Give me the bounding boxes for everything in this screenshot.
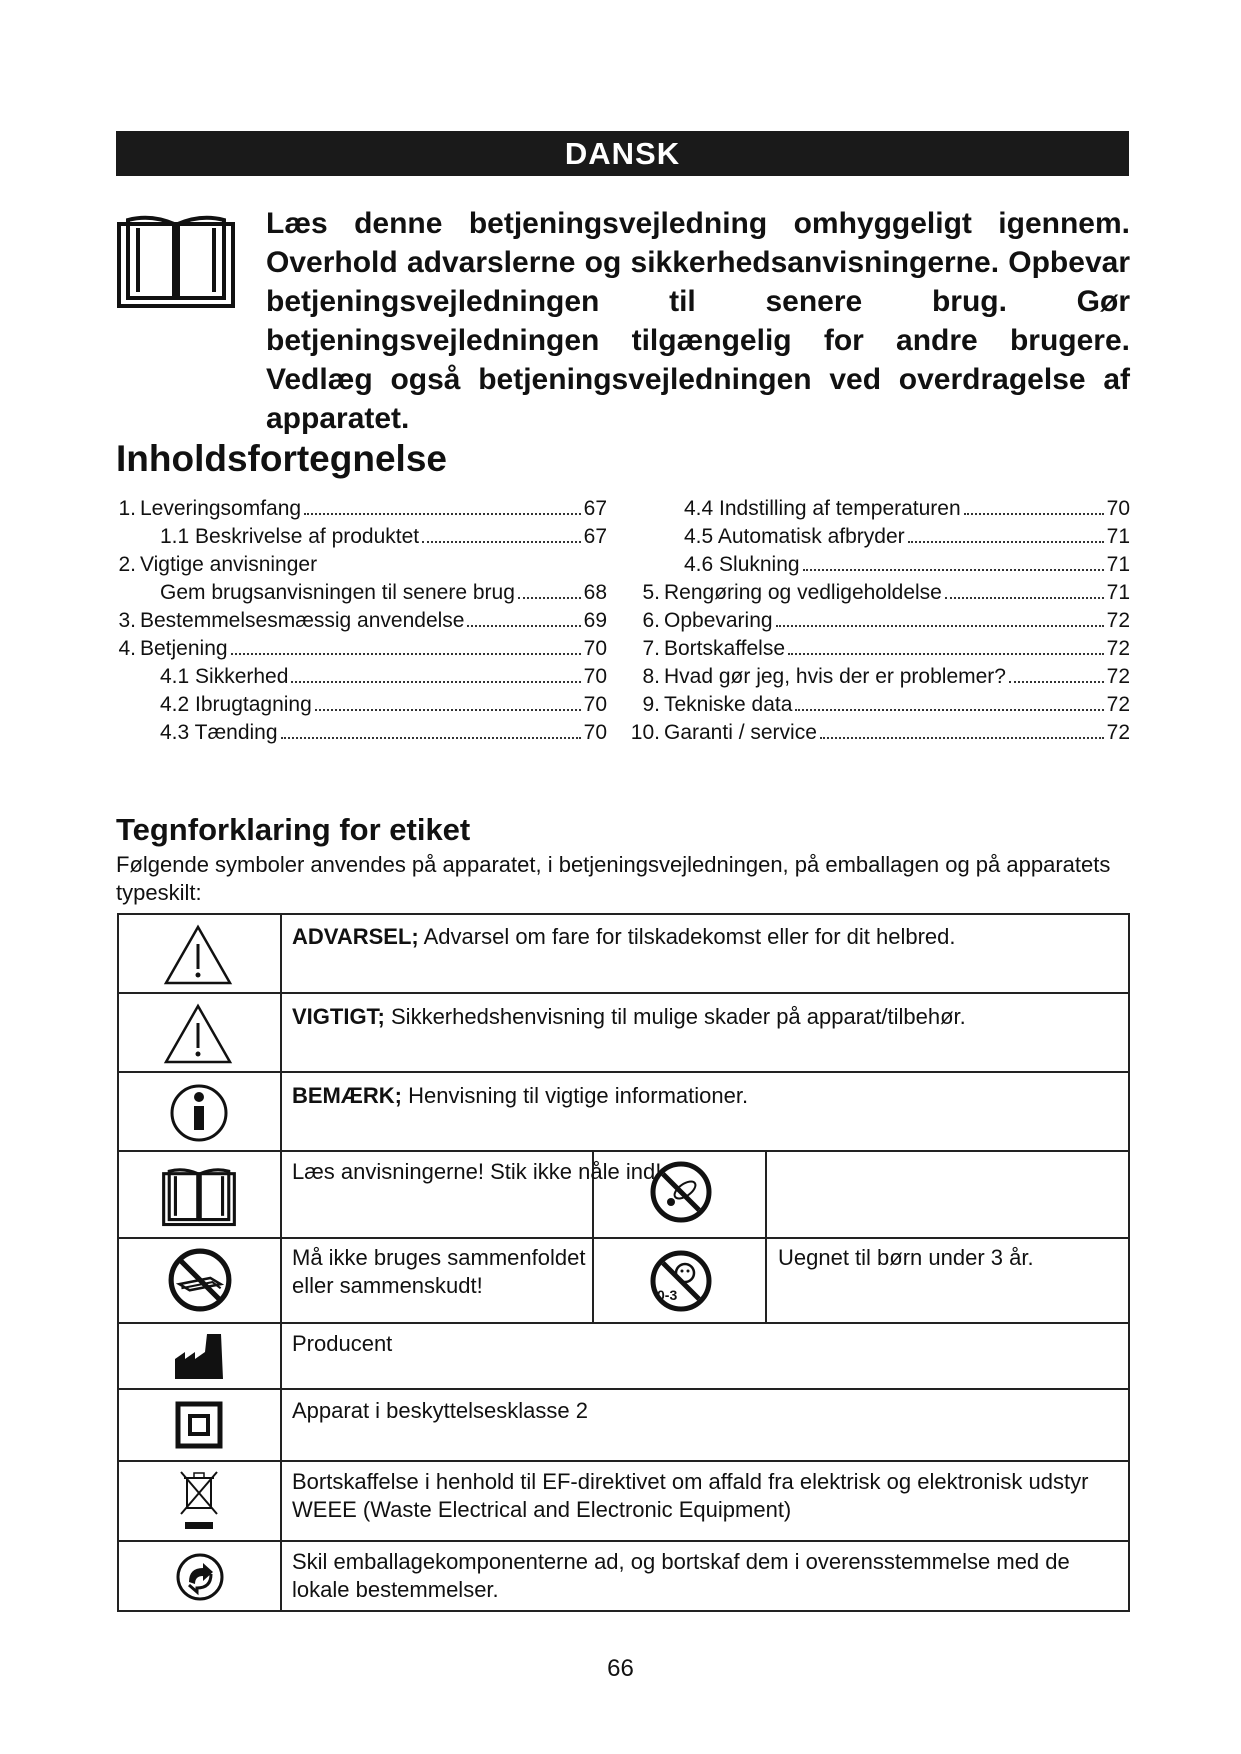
toc-leader xyxy=(820,737,1104,739)
page-number: 66 xyxy=(607,1655,634,1682)
toc-entry xyxy=(640,549,1130,577)
toc-label: Rengøring og vedligeholdelse xyxy=(664,581,942,604)
legend-class2-text: Apparat i beskyttelsesklasse 2 xyxy=(292,1398,588,1423)
legend-warning-text: ADVARSEL; Advarsel om fare for tilskadekomst eller for dit helbred. xyxy=(292,924,956,949)
toc-number: 7. xyxy=(642,637,660,660)
not-under-3-icon xyxy=(649,1249,713,1313)
toc-entry xyxy=(116,605,607,633)
toc-leader xyxy=(231,653,581,655)
toc-page: 67 xyxy=(583,497,607,520)
toc-number: 2. xyxy=(118,553,136,576)
toc-number: 5. xyxy=(642,581,660,604)
toc-leader xyxy=(467,625,580,627)
toc-label: 4.5 Automatisk afbryder xyxy=(684,525,905,548)
factory-icon xyxy=(175,1334,223,1379)
toc-label: 4.4 Indstilling af temperaturen xyxy=(684,497,961,520)
toc-page: 72 xyxy=(1106,721,1130,744)
toc-label: Vigtige anvisninger xyxy=(140,553,318,576)
toc-entry xyxy=(630,717,1130,745)
toc-leader xyxy=(304,513,581,515)
toc-label: Opbevaring xyxy=(664,609,773,632)
legend-note-text: BEMÆRK; Henvisning til vigtige informationer. xyxy=(292,1083,749,1108)
legend-intro: Følgende symboler anvendes på apparatet, i betjeningsvejledningen, på emballagen og på apparatets typeskilt: xyxy=(116,852,1111,905)
toc-entry xyxy=(640,521,1130,549)
toc-number: 1. xyxy=(118,497,136,520)
toc-leader xyxy=(795,709,1103,711)
legend-read-text: Læs anvisningerne! Stik ikke nåle ind! xyxy=(292,1159,662,1184)
crossed-bin-icon xyxy=(179,1468,219,1532)
toc-page: 67 xyxy=(583,525,607,548)
age-label: 0-3 xyxy=(657,1287,678,1303)
toc-number: 8. xyxy=(642,665,660,688)
toc-entry xyxy=(116,633,607,661)
legend-producer-text: Producent xyxy=(292,1331,393,1356)
toc-leader xyxy=(315,709,581,711)
toc-entry xyxy=(116,493,607,521)
toc-leader xyxy=(803,569,1104,571)
toc-right-column xyxy=(630,493,1130,745)
toc-label: Tekniske data xyxy=(664,693,793,716)
toc-entry xyxy=(116,549,607,577)
no-pins-icon xyxy=(649,1160,713,1224)
toc-leader xyxy=(1009,681,1104,683)
toc-label: 4.2 Ibrugtagning xyxy=(160,693,312,716)
toc-page: 71 xyxy=(1106,553,1130,576)
toc-number: 10. xyxy=(630,721,660,744)
green-dot-icon xyxy=(175,1552,225,1602)
toc-entry xyxy=(640,661,1130,689)
toc-number: 4. xyxy=(118,637,136,660)
toc-entry xyxy=(640,633,1130,661)
toc-entry xyxy=(640,493,1130,521)
toc-leader xyxy=(788,653,1104,655)
toc-entry xyxy=(116,577,607,605)
language-header: DANSK xyxy=(116,131,1129,176)
toc-leader xyxy=(776,625,1104,627)
toc-number: 9. xyxy=(642,693,660,716)
toc-page: 72 xyxy=(1106,665,1130,688)
toc-entry xyxy=(116,661,607,689)
toc-page: 71 xyxy=(1106,581,1130,604)
toc-label: 4.1 Sikkerhed xyxy=(160,665,289,688)
toc-label: 1.1 Beskrivelse af produktet xyxy=(160,525,420,548)
toc-leader xyxy=(281,737,581,739)
toc-left-column xyxy=(116,493,607,745)
book-icon xyxy=(161,1165,237,1227)
book-icon xyxy=(116,210,236,310)
toc-entry xyxy=(640,605,1130,633)
toc-page: 72 xyxy=(1106,637,1130,660)
toc-entry xyxy=(116,521,607,549)
toc-page: 70 xyxy=(583,693,607,716)
legend-title: Tegnforklaring for etiket xyxy=(116,812,471,847)
toc-label: Garanti / service xyxy=(664,721,817,744)
toc-entry xyxy=(116,689,607,717)
legend-children-text: Uegnet til børn under 3 år. xyxy=(778,1245,1034,1270)
toc-label: Leveringsomfang xyxy=(140,497,302,520)
toc-page: 70 xyxy=(583,665,607,688)
toc-number: 6. xyxy=(642,609,660,632)
legend-green-dot-text: Skil emballagekomponenterne ad, og bortskaf dem i overensstemmelse med de lokale bestemmelser. xyxy=(292,1549,1070,1602)
toc-entry xyxy=(640,577,1130,605)
toc-label: 4.6 Slukning xyxy=(684,553,800,576)
toc-page: 70 xyxy=(1106,497,1130,520)
toc-label: Bortskaffelse xyxy=(664,637,786,660)
toc-page: 70 xyxy=(583,637,607,660)
legend-important-text: VIGTIGT; Sikkerhedshenvisning til mulige skader på apparat/tilbehør. xyxy=(292,1004,966,1029)
info-icon xyxy=(168,1078,230,1144)
symbol-table xyxy=(117,913,1130,1612)
toc-leader xyxy=(908,541,1104,543)
legend-no-folded-text: Må ikke bruges sammenfoldet eller sammenskudt! xyxy=(292,1245,586,1298)
toc-leader xyxy=(422,541,581,543)
legend-weee-text: Bortskaffelse i henhold til EF-direktivet om affald fra elektrisk og elektronisk udstyr WEEE (Waste Electrical and Electronic Equipment) xyxy=(292,1469,1089,1522)
toc-title: Inholdsfortegnelse xyxy=(116,438,447,479)
warning-triangle-icon xyxy=(163,924,233,986)
toc-leader xyxy=(945,597,1104,599)
toc-page: 70 xyxy=(583,721,607,744)
toc-leader xyxy=(291,681,580,683)
toc-page: 72 xyxy=(1106,693,1130,716)
toc-leader xyxy=(518,597,581,599)
no-folded-icon xyxy=(167,1247,233,1313)
toc-label: 4.3 Tænding xyxy=(160,721,278,744)
toc-leader xyxy=(964,513,1104,515)
double-square-icon xyxy=(175,1401,223,1449)
toc-page: 72 xyxy=(1106,609,1130,632)
toc-label: Gem brugsanvisningen til senere brug xyxy=(160,581,515,604)
toc-number: 3. xyxy=(118,609,136,632)
toc-label: Hvad gør jeg, hvis der er problemer? xyxy=(664,665,1006,688)
warning-triangle-icon xyxy=(163,1003,233,1065)
toc-label: Betjening xyxy=(140,637,228,660)
toc-label: Bestemmelsesmæssig anvendelse xyxy=(140,609,465,632)
toc-entry xyxy=(640,689,1130,717)
toc-entry xyxy=(116,717,607,745)
toc-page: 68 xyxy=(583,581,607,604)
toc-page: 71 xyxy=(1106,525,1130,548)
intro-text: Læs denne betjeningsvejledning omhyggeligt igennem. Overhold advarslerne og sikkerhedsanvisningerne. Opbevar betjeningsvejledningen til senere brug. Gør betjeningsvejledningen tilgængelig for andre brugere. Vedlæg også betjeningsvejledningen ved overdragelse af apparatet. xyxy=(266,207,1130,435)
toc-page: 69 xyxy=(583,609,607,632)
